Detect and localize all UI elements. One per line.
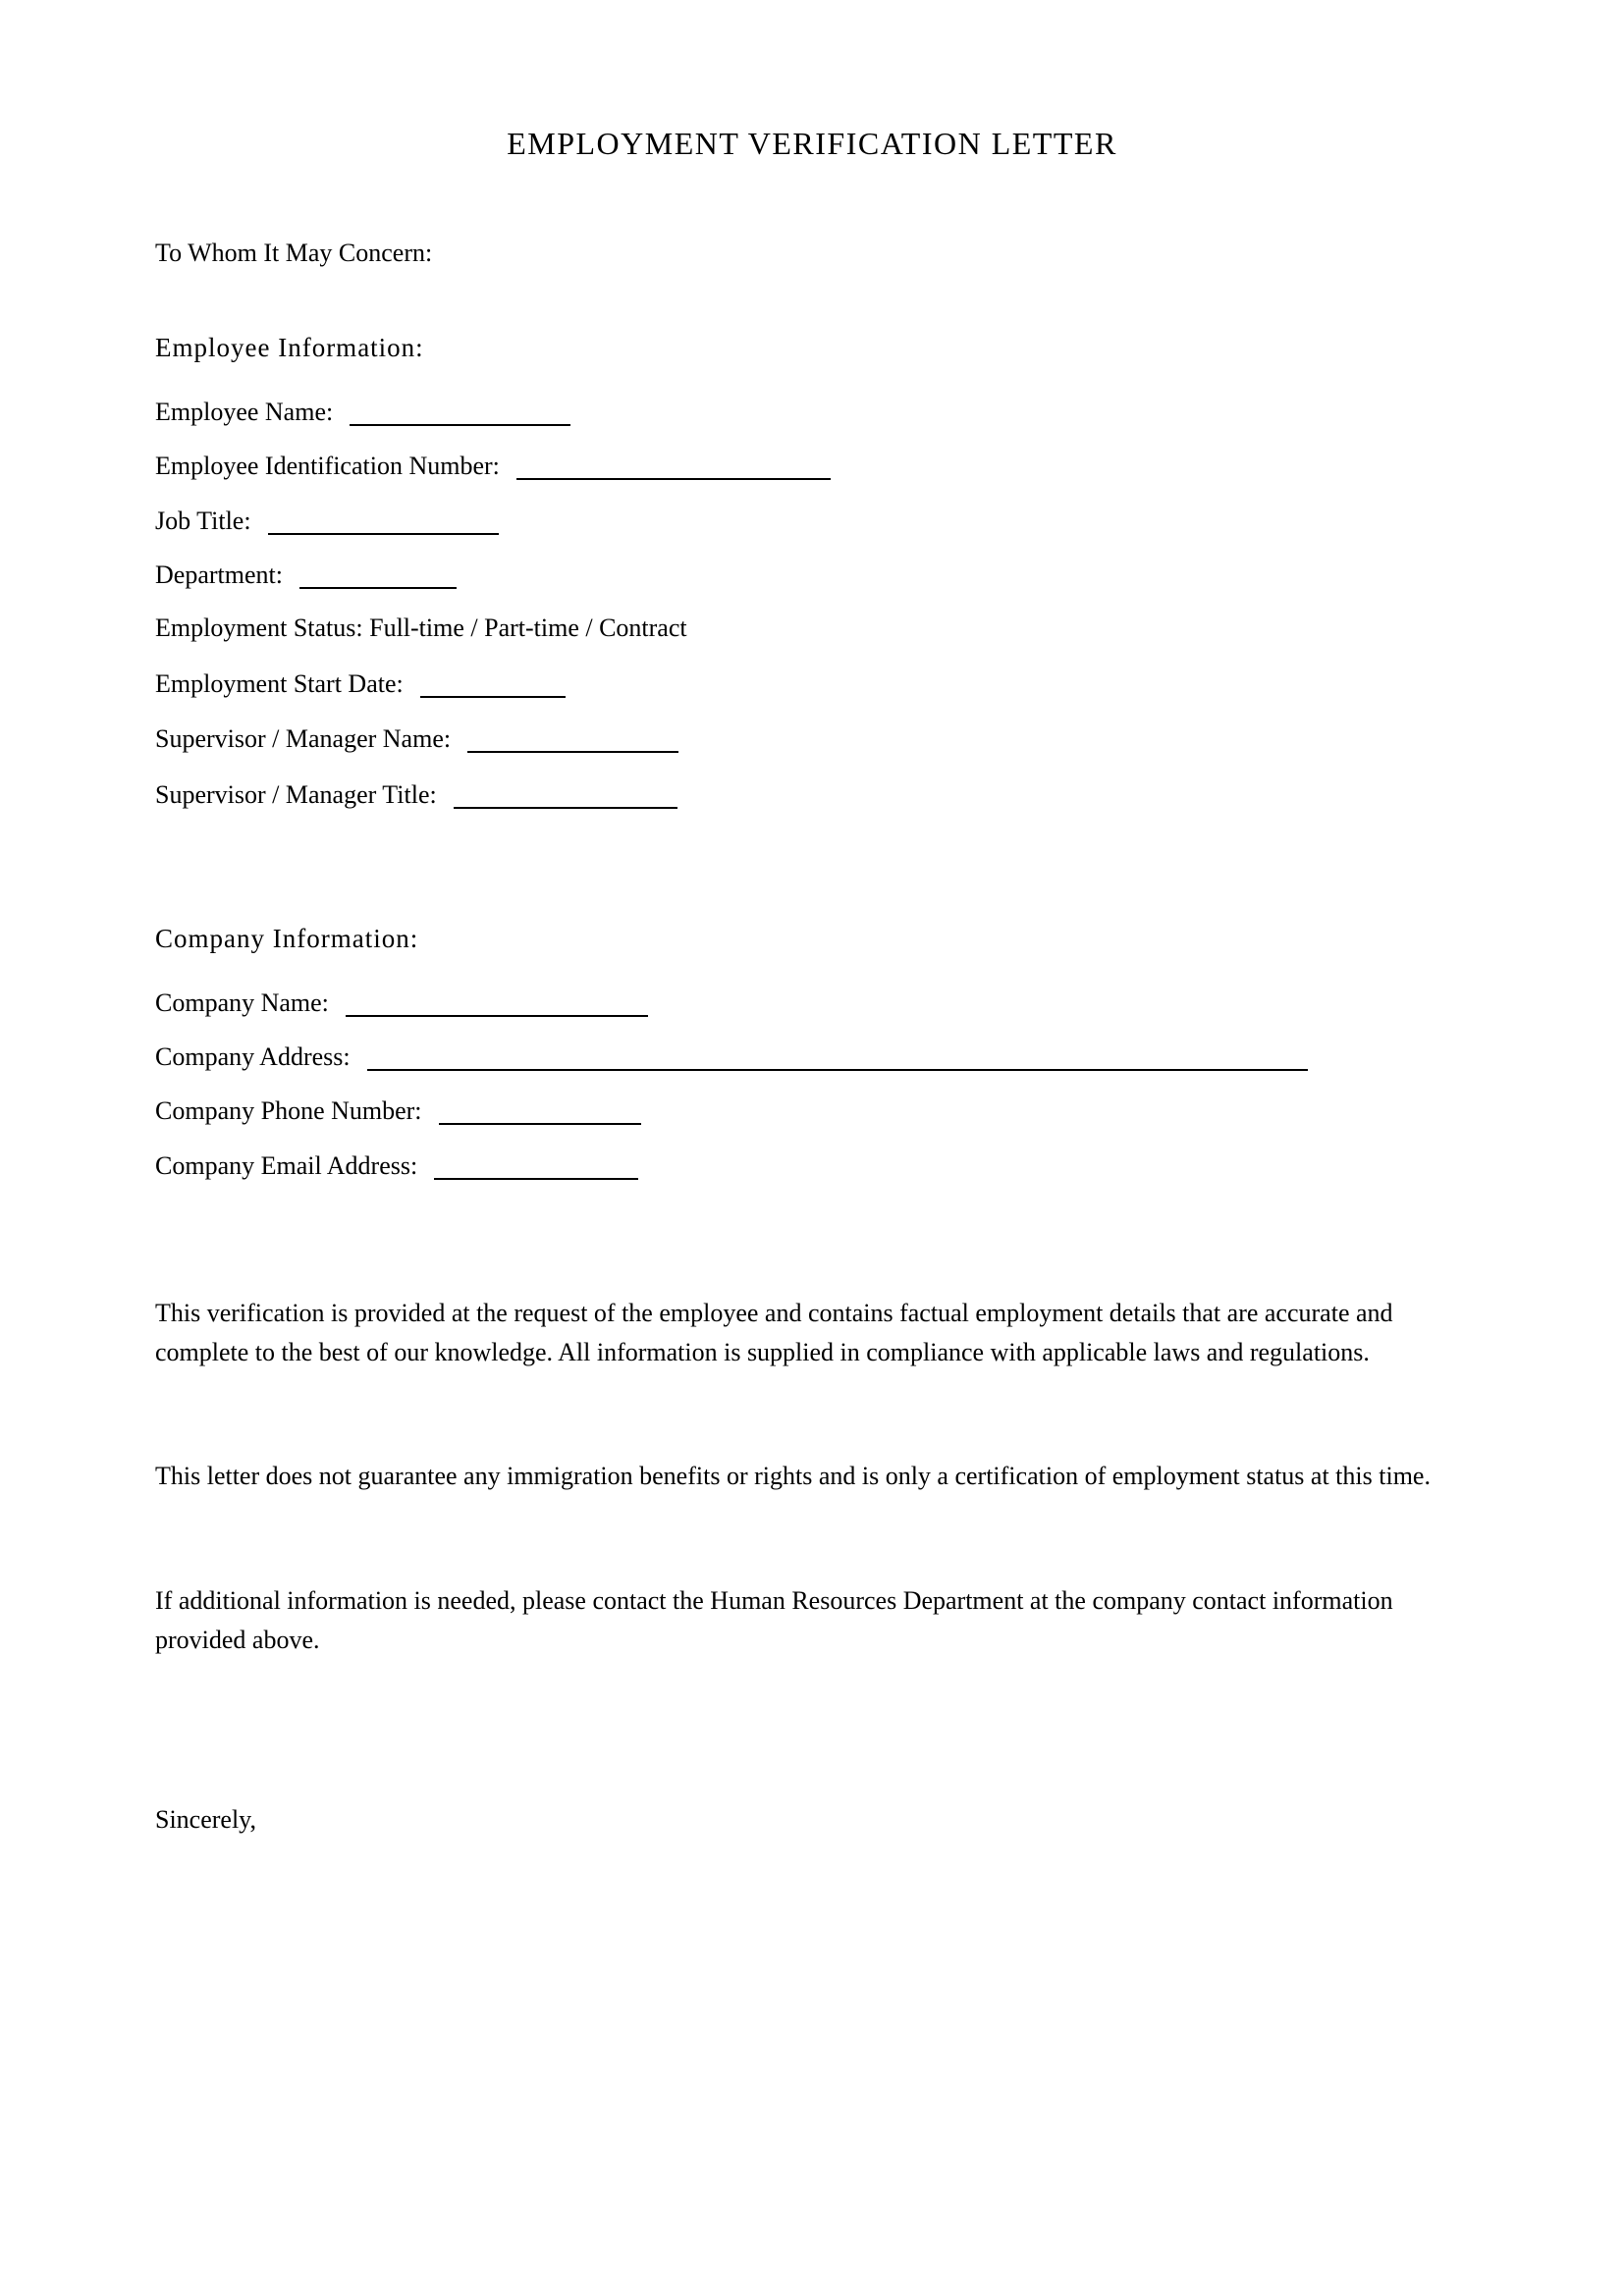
job-title-blank[interactable] (268, 533, 499, 535)
company-phone-field (155, 1092, 641, 1127)
salutation: To Whom It May Concern: (155, 239, 433, 267)
disclaimer-paragraph: This letter does not guarantee any immigration benefits or rights and is only a certification of employment status at this time. (155, 1462, 1431, 1490)
closing: Sincerely, (155, 1805, 256, 1834)
company-name-label: Company Name: (155, 988, 329, 1017)
supervisor-name-field (155, 720, 678, 755)
supervisor-name-label: Supervisor / Manager Name: (155, 724, 452, 753)
company-email-label: Company Email Address: (155, 1151, 418, 1180)
employee-id-field (155, 447, 831, 482)
department-blank[interactable] (299, 587, 457, 589)
department-label: Department: (155, 561, 283, 589)
company-info-heading: Company Information: (155, 924, 419, 953)
job-title-field (155, 502, 499, 537)
supervisor-title-label: Supervisor / Manager Title: (155, 780, 437, 809)
supervisor-title-field (155, 775, 677, 811)
employee-name-label: Employee Name: (155, 398, 334, 426)
company-phone-blank[interactable] (439, 1123, 641, 1125)
employee-id-label: Employee Identification Number: (155, 452, 500, 480)
department-field (155, 556, 457, 591)
start-date-label: Employment Start Date: (155, 669, 404, 698)
letter-title: EMPLOYMENT VERIFICATION LETTER (507, 126, 1117, 161)
contact-paragraph: If additional information is needed, please contact the Human Resources Department at the company contact information provided above. (155, 1586, 1393, 1654)
start-date-blank[interactable] (420, 696, 566, 698)
company-name-field (155, 984, 648, 1019)
company-address-blank[interactable] (367, 1069, 1308, 1071)
start-date-field (155, 665, 566, 700)
employee-info-heading: Employee Information: (155, 333, 424, 362)
supervisor-title-blank[interactable] (454, 807, 677, 809)
employee-id-blank[interactable] (516, 478, 831, 480)
employee-name-blank[interactable] (350, 424, 570, 426)
employment-status-line: Employment Status: Full-time / Part-time / Contract (155, 614, 687, 642)
employee-name-field (155, 393, 570, 428)
company-address-field (155, 1038, 1308, 1073)
job-title-label: Job Title: (155, 507, 251, 535)
company-address-label: Company Address: (155, 1042, 351, 1071)
company-email-blank[interactable] (434, 1178, 638, 1180)
verification-paragraph: This verification is provided at the request of the employee and contains factual employment details that are accurate and complete to the best of our knowledge. All information is supplied in compliance with applicable laws and regulations. (155, 1299, 1393, 1366)
company-name-blank[interactable] (346, 1015, 648, 1017)
supervisor-name-blank[interactable] (467, 751, 678, 753)
company-email-field (155, 1147, 638, 1182)
company-phone-label: Company Phone Number: (155, 1096, 422, 1125)
